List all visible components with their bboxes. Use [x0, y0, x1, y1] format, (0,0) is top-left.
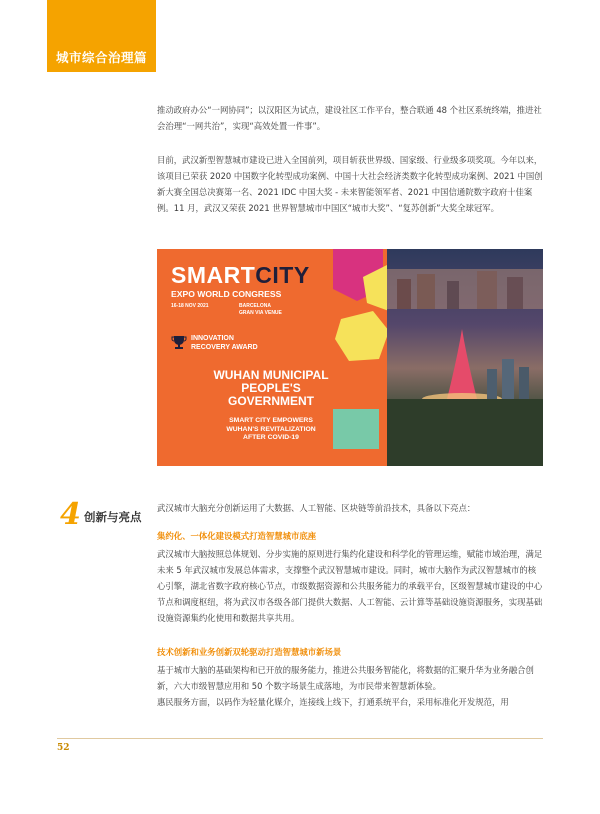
page-number: 52	[57, 743, 70, 753]
section-intro: 武汉城市大脑充分创新运用了大数据、人工智能、区块链等前沿技术，具备以下亮点：	[157, 503, 476, 513]
banner-subtitle: EXPO WORLD CONGRESS	[171, 289, 282, 299]
banner-dates: 16-18 NOV 2021	[171, 303, 209, 309]
subsection-2-body-1: 基于城市大脑的基础架构和已开放的服务能力，推进公共服务智能化，将数据的汇聚升华为业务融合创新，六大市级智慧应用和 50 个数字场景生成落地，为市民带来智慧新体验。	[157, 665, 534, 691]
wuhan-city-photo	[387, 249, 543, 466]
paragraph-1: 推动政府办公“一网协同”；以汉阳区为试点，建设社区工作平台，整合联通 48 个社区系统终端，推进社会治理“一网共治”，实现“高效处置一件事”。	[157, 105, 542, 131]
subheading-1: 集约化、一体化建设模式打造智慧城市底座	[157, 531, 317, 541]
banner-tag-line1: SMART CITY EMPOWERS	[229, 417, 313, 424]
banner-title-smart: SMART	[171, 262, 256, 288]
subheading-2: 技术创新和业务创新双轮驱动打造智慧城市新场景	[157, 647, 342, 657]
subsection-2-body-2: 惠民服务方面，以码作为轻量化媒介，连接线上线下，打通系统平台，采用标准化开发规范，用	[157, 697, 509, 707]
paragraph-2: 目前，武汉新型智慧城市建设已进入全国前列，项目斩获世界级、国家级、行业级多项奖项。今年以来，该项目已荣获 2020 中国数字化转型成功案例、中国十大社会经济类数字化转型成功案例、2021 中国创新大赛全国总决赛第一名、2021 IDC 中国大奖 - 未来智能领军者、2021 中国信通院数字政府十佳案例。11 月，武汉又荣获 2021 世界智慧城市中国区“城市大奖”、“复苏创新”大奖全球冠军。	[157, 155, 543, 213]
smart-city-banner	[157, 249, 543, 466]
banner-gov-line2: PEOPLE'S	[241, 381, 301, 395]
section-tab-label: 城市综合治理篇	[55, 50, 147, 65]
banner-tag-line2: WUHAN'S REVITALIZATION	[226, 425, 316, 433]
footer-divider	[57, 738, 543, 739]
banner-gov-line1: WUHAN MUNICIPAL	[213, 368, 329, 382]
green-shape	[333, 409, 379, 449]
subsection-1-body: 武汉城市大脑按照总体规划、分步实施的原则进行集约化建设和科学化的管理运维，赋能市域治理，满足未来 5 年武汉城市发展总体需求，支撑整个武汉智慧城市建设。同时，城市大脑作为武汉智慧城市的核心引擎，湖北省数字政府核心节点，市级数据资源和公共服务能力的承载平台，区级智慧城市建设的中心节点和调度枢纽，将为武汉市各级各部门提供大数据、人工智能、云计算等基础设施资源服务，实现基础设施资源集约化使用和数据共享共用。	[157, 549, 543, 623]
section-number: 4	[60, 497, 81, 532]
banner-gov-line3: GOVERNMENT	[227, 394, 314, 408]
banner-title-city: CITY	[255, 262, 310, 288]
banner-award-line1: INNOVATION	[191, 335, 234, 342]
yellow-shape-middle	[335, 311, 389, 361]
section-title: 创新与亮点	[84, 510, 142, 524]
banner-venue-1: BARCELONA	[239, 303, 271, 309]
banner-venue-2: GRAN VIA VENUE	[239, 310, 282, 316]
banner-award-line2: RECOVERY AWARD	[191, 343, 258, 351]
section-tab	[47, 0, 156, 72]
tower-illustration	[387, 249, 543, 466]
banner-tag-line3: AFTER COVID-19	[243, 434, 299, 441]
